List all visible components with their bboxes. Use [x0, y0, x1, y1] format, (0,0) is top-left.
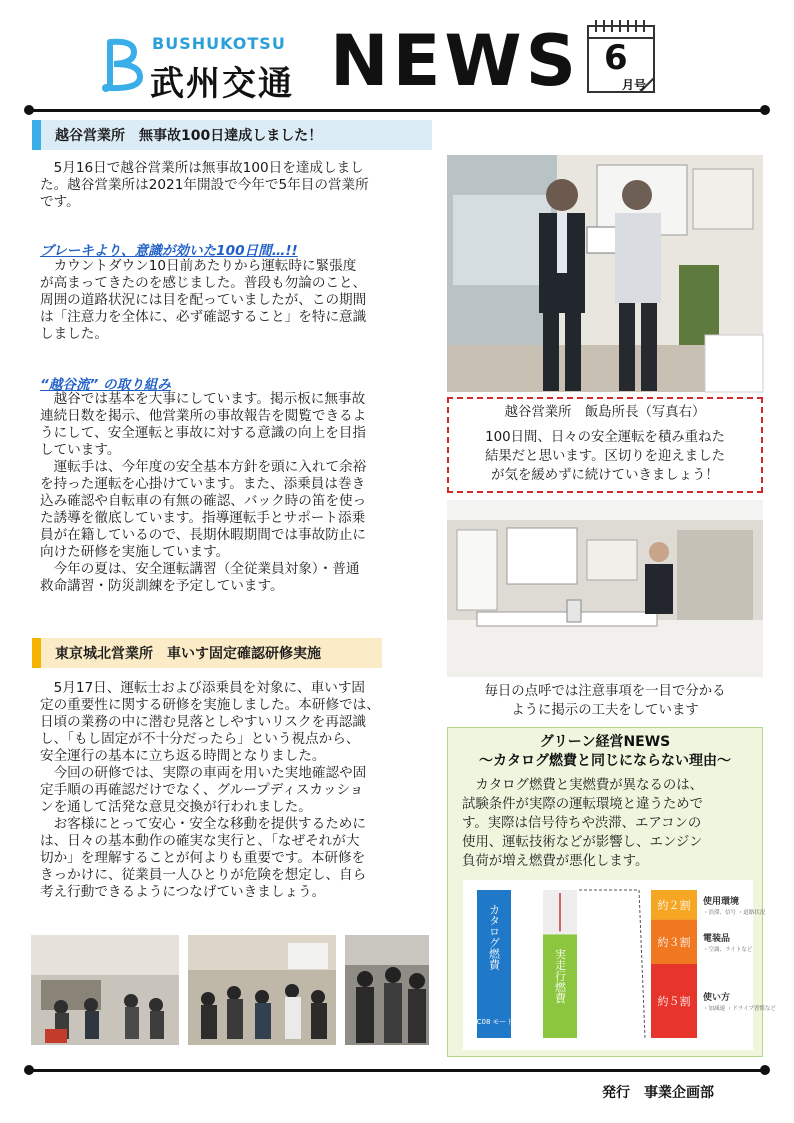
bottom-rule-right-dot [760, 1065, 770, 1075]
section1-koshigaya-text [40, 391, 432, 595]
chart-bar-label: カタログ燃費 [487, 904, 501, 970]
training-photo-1 [31, 935, 179, 1045]
text-line: 5月17日、運転士および添乗員を対象に、車いす固 [40, 680, 366, 696]
section1-subheading-brake: ブレーキより、意識が効いた100日間…!! [40, 243, 298, 259]
chart-breakdown-detail: ・渋滞、信号 ・道路状況 [703, 909, 766, 916]
text-line: を持った運転を心掛けています。また、添乗員は巻き [40, 476, 366, 492]
chart-breakdown-label: 約５割 [657, 995, 691, 1008]
chart-breakdown-category: 使い方 [703, 993, 731, 1003]
fuel-economy-chart [463, 880, 776, 1050]
chart-breakdown-label: 約３割 [657, 935, 691, 949]
text-line: 運転手は、今年度の安全基本方針を頭に入れて余裕 [40, 459, 367, 475]
text-line: ンを通して活発な意見交換が行われました。 [40, 799, 312, 815]
bottom-rule [29, 1069, 765, 1072]
issue-unit: 月号 [622, 78, 647, 92]
text-line: きっかけに、従業員一人ひとりが危険を想定し、自ら [40, 867, 367, 883]
text-line: うにして、安全運転と事故に対する意識の向上を目指 [40, 425, 366, 441]
text-line: 定の重要性に関する研修を実施しました。本研修では、 [40, 697, 380, 713]
section1-intro [40, 160, 432, 211]
text-line: 日頃の業務の中に潜む見落としやすいリスクを再認識 [40, 714, 366, 730]
section1-heading: 越谷営業所 無事故100日達成しました！ [55, 128, 323, 144]
section2-heading-bar [32, 638, 382, 668]
top-rule [29, 109, 765, 112]
manager-comment-box [447, 397, 763, 493]
text-line: 向けた研修を実施しています。 [40, 544, 230, 560]
text-line: 考え行動できるようにつなげていきましょう。 [40, 884, 326, 900]
text-line: しました。 [40, 326, 108, 342]
section2-heading: 東京城北営業所 車いす固定確認研修実施 [55, 646, 321, 662]
chart-breakdown-category: 電装品 [703, 933, 731, 944]
section1-subheading-koshigaya: “越谷流” の取り組み [40, 377, 171, 393]
green-news-subtitle: ～カタログ燃費と同じにならない理由～ [479, 753, 731, 769]
text-line: 毎日の点呼では注意事項を一目で分かる [484, 684, 726, 699]
text-line: す。実際は信号待ちや渋滞、エアコンの [462, 816, 702, 831]
chart-bar-sublabel: JC08 モード [474, 1018, 514, 1026]
text-line: です。 [40, 194, 80, 210]
text-line: 負荷が増え燃費が悪化します。 [462, 854, 649, 869]
text-line: 今年の夏は、安全運転講習（全従業員対象）・普通 [40, 561, 360, 577]
text-line: た。越谷営業所は2021年開設で今年で5年目の営業所 [40, 177, 369, 193]
green-news-text [462, 776, 750, 871]
training-photo-3 [345, 935, 429, 1045]
section1-accent [32, 120, 41, 150]
text-line: お客様にとって安心・安全な移動を提供するために [40, 816, 366, 832]
newsletter-title: NEWS [330, 20, 581, 102]
text-line: 込み確認や自転車の有無の確認、バック時の笛を使っ [40, 493, 367, 509]
text-line: カタログ燃費と実燃費が異なるのは、 [462, 778, 704, 793]
top-rule-right-dot [760, 105, 770, 115]
bushukotsu-logo-icon [100, 36, 146, 94]
text-line: 5月16日で越谷営業所は無事故100日を達成しまし [40, 160, 364, 176]
section1-heading-bar [32, 120, 432, 150]
koshigaya-manager-photo [447, 155, 763, 392]
text-line: 定手順の再確認だけでなく、グループディスカッショ [40, 782, 364, 798]
chart-breakdown-detail: ・加減速 ・ドライブ習慣など [703, 1006, 776, 1012]
chart-breakdown-category: 使用環境 [703, 896, 740, 907]
text-line: が高まってきたのを感じました。普段も勿論のこと、 [40, 275, 367, 291]
green-news-title: グリーン経営NEWS [539, 734, 671, 750]
text-line: 試験条件が実際の運転環境と違うためで [462, 797, 704, 812]
chart-bar-label: 実走行燃費 [553, 948, 567, 1004]
text-line: 連続日数を掲示、他営業所の事故報告を閲覧できるよ [40, 408, 367, 424]
text-line: しています。 [40, 442, 121, 458]
text-line: 員が在籍しているので、長期休暇期間では事故防止に [40, 527, 366, 543]
section1-brake-text [40, 258, 432, 343]
text-line: た誘導を徹底しています。指導運転手とサポート添乗 [40, 510, 366, 526]
publisher: 発行 事業企画部 [602, 1085, 714, 1101]
roll-call-photo [447, 500, 763, 677]
text-line: は、日々の基本動作の確実な実行と、「なぜそれが大 [40, 833, 360, 849]
text-line: は「注意力を全体に、必ず確認すること」を特に意識 [40, 309, 367, 325]
manager-comment-title: 越谷営業所 飯島所長（写真右） [504, 405, 706, 420]
text-line: 使用、運転技術などが影響し、エンジン [462, 835, 703, 850]
text-line: 救命講習・防災訓練を予定しています。 [40, 578, 284, 594]
brand-japanese: 武州交通 [150, 64, 294, 104]
issue-number: 6 [604, 38, 628, 78]
training-photo-2 [188, 935, 336, 1045]
text-line: し、「もし固定が不十分だったら」という視点から、 [40, 731, 360, 747]
text-line: カウントダウン10日前あたりから運転時に緊張度 [40, 258, 357, 274]
section2-text [40, 680, 432, 901]
text-line: 結果だと思います。区切りを迎えました [485, 449, 725, 464]
text-line: 越谷では基本を大事にしています。掲示板に無事故 [40, 391, 366, 407]
text-line: 切か」を理解することが何よりも重要です。本研修を [40, 850, 366, 866]
chart-breakdown-label: 約２割 [657, 898, 691, 912]
text-line: 安全運行の基本に立ち返る時間となりました。 [40, 748, 326, 764]
brand-english: BUSHUKOTSU [152, 34, 286, 53]
text-line: ように掲示の工夫をしています [511, 703, 699, 718]
text-line: 100日間、日々の安全運転を積み重ねた [485, 430, 725, 445]
text-line: が気を緩めずに続けていきましょう！ [491, 468, 719, 483]
roll-call-caption [447, 682, 763, 720]
text-line: 今回の研修では、実際の車両を用いた実地確認や固 [40, 765, 367, 781]
text-line: 周囲の道路状況には目を配っていましたが、この期間 [40, 292, 367, 308]
chart-breakdown-detail: ・空調、ライトなど [703, 946, 753, 953]
section2-accent [32, 638, 41, 668]
